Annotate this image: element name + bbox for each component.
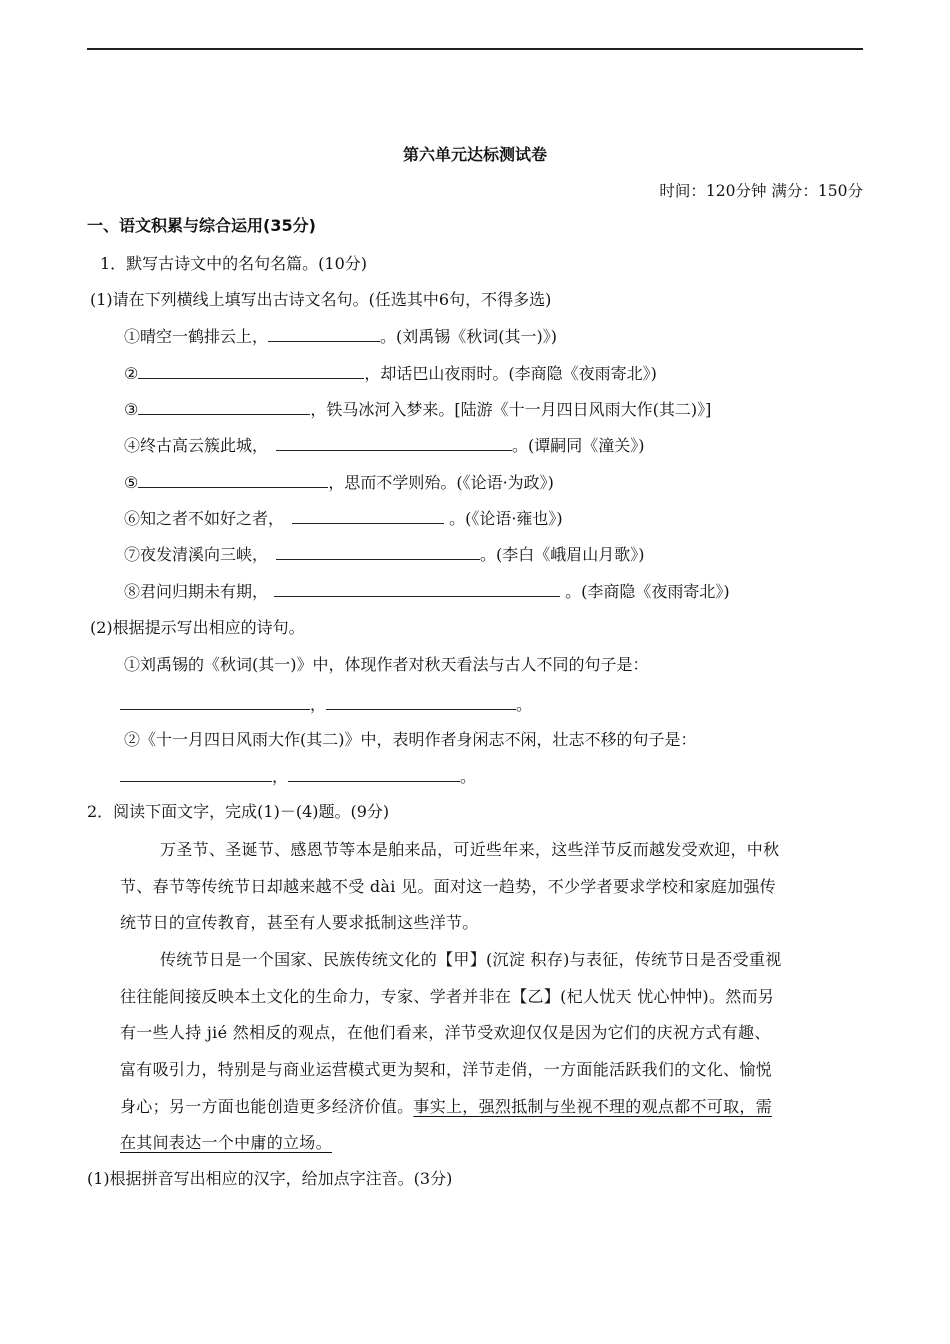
prompt-item-2: ②《十一月四日风雨大作(其二)》中，表明作者身闲志不闲，壮志不移的句子是： (124, 730, 697, 749)
underlined-sentence: 事实上，强烈抵制与坐视不理的观点都不可取，需 (413, 1097, 773, 1116)
fill-item-5: ⑤ ，思而不学则殆。(《论语·为政》) (124, 473, 554, 492)
question-2-sub-1: (1)根据拼音写出相应的汉字，给加点字注音。(3分) (87, 1169, 453, 1188)
passage-line: 身心；另一方面也能创造更多经济价值。事实上，强烈抵制与坐视不理的观点都不可取，需 (120, 1097, 773, 1116)
underlined-sentence: 在其间表达一个中庸的立场。 (120, 1133, 332, 1152)
answer-line-2: ， 。 (120, 765, 476, 788)
exam-meta: 时间：120分钟 满分：150分 (659, 182, 863, 200)
question-1-part-1-instruction: (1)请在下列横线上填写出古诗文名句。(任选其中6句，不得多选) (90, 290, 552, 309)
question-2-heading: 2．阅读下面文字，完成(1)－(4)题。(9分) (87, 802, 390, 821)
passage-line: 统节日的宣传教育，甚至有人要求抵制这些洋节。 (120, 913, 479, 932)
answer-blank[interactable] (274, 580, 560, 597)
passage-line: 传统节日是一个国家、民族传统文化的【甲】(沉淀 积存)与表征，传统节日是否受重视 (160, 950, 782, 969)
passage-line: 有一些人持 jié 然相反的观点，在他们看来，洋节受欢迎仅仅是因为它们的庆祝方式有趣、 (120, 1023, 771, 1042)
answer-blank[interactable] (268, 325, 380, 342)
question-1-heading: 1．默写古诗文中的名句名篇。(10分) (100, 254, 368, 273)
fill-item-7: ⑦夜发清溪向三峡， 。(李白《峨眉山月歌》) (124, 545, 645, 564)
passage-line: 节、春节等传统节日却越来越不受 dài 见。面对这一趋势，不少学者要求学校和家庭加强传 (120, 877, 776, 896)
answer-blank[interactable] (276, 543, 480, 560)
answer-blank[interactable] (326, 693, 516, 710)
page-title: 第六单元达标测试卷 (402, 145, 547, 164)
answer-blank[interactable] (120, 765, 272, 782)
fill-item-1: ①晴空一鹤排云上， 。(刘禹锡《秋词(其一)》) (124, 327, 557, 346)
header-rule (87, 48, 863, 50)
answer-blank[interactable] (138, 471, 328, 488)
answer-blank[interactable] (120, 693, 310, 710)
fill-item-2: ② ，却话巴山夜雨时。(李商隐《夜雨寄北》) (124, 364, 657, 383)
answer-blank[interactable] (288, 765, 460, 782)
passage-line: 往往能间接反映本土文化的生命力，专家、学者并非在【乙】(杞人忧天 忧心忡忡)。然而另 (120, 987, 775, 1006)
answer-blank[interactable] (292, 507, 444, 524)
answer-blank[interactable] (276, 434, 512, 451)
passage-line: 万圣节、圣诞节、感恩节等本是舶来品，可近些年来，这些洋节反而越发受欢迎，中秋 (160, 840, 780, 859)
fill-item-4: ④终古高云簇此城， 。(谭嗣同《潼关》) (124, 436, 645, 455)
answer-blank[interactable] (138, 398, 310, 415)
answer-line-1: ， 。 (120, 693, 532, 716)
fill-item-6: ⑥知之者不如好之者， 。(《论语·雍也》) (124, 509, 563, 528)
section-heading: 一、语文积累与综合运用(35分) (87, 216, 316, 235)
prompt-item-1: ①刘禹锡的《秋词(其一)》中，体现作者对秋天看法与古人不同的句子是： (124, 655, 649, 674)
question-1-part-2-instruction: (2)根据提示写出相应的诗句。 (90, 618, 305, 637)
fill-item-8: ⑧君问归期未有期， 。(李商隐《夜雨寄北》) (124, 582, 730, 601)
passage-line: 富有吸引力，特别是与商业运营模式更为契和，洋节走俏，一方面能活跃我们的文化、愉悦 (120, 1060, 773, 1079)
fill-item-3: ③ ，铁马冰河入梦来。[陆游《十一月四日风雨大作(其二)》] (124, 400, 712, 419)
passage-line (120, 1132, 332, 1154)
answer-blank[interactable] (138, 362, 364, 379)
